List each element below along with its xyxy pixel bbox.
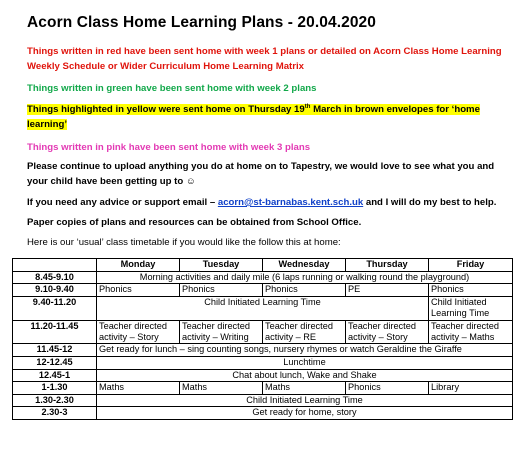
- yellow-note-part1: Things highlighted in yellow were sent home on Thursday 19: [27, 104, 305, 115]
- wednesday-cell: Maths: [263, 382, 346, 395]
- activity-cell: Morning activities and daily mile (6 laps running or walking round the playground): [97, 271, 513, 284]
- table-row: [13, 382, 513, 395]
- activity-cell: Lunchtime: [97, 357, 513, 370]
- yellow-note-part2: March in brown envelopes for ‘home learning’: [27, 104, 480, 130]
- activity-cell: Child Initiated Learning Time: [97, 394, 513, 407]
- paper-copies-note: Paper copies of plans and resources can be obtained from School Office.: [27, 217, 362, 228]
- red-note: Things written in red have been sent home with week 1 plans or detailed on Acorn Class Home Learning Weekly Schedule or Wider Curriculum Home Learning Matrix: [27, 46, 502, 72]
- yellow-note: [27, 102, 507, 132]
- wednesday-cell: Teacher directed activity – RE: [263, 320, 346, 344]
- thursday-cell: Teacher directed activity – Story: [346, 320, 429, 344]
- pink-note: Things written in pink have been sent home with week 3 plans: [27, 142, 311, 153]
- header-cell-thursday: Thursday: [346, 259, 429, 272]
- time-cell: 11.20-11.45: [13, 320, 97, 344]
- table-row: [13, 357, 513, 370]
- timetable-intro: Here is our ‘usual’ class timetable if you would like the follow this at home:: [27, 237, 341, 248]
- page-title: Acorn Class Home Learning Plans - 20.04.2020: [27, 14, 376, 31]
- support-email-link[interactable]: acorn@st-barnabas.kent.sch.uk: [217, 197, 364, 208]
- friday-cell: Phonics: [429, 284, 513, 297]
- time-cell: 8.45-9.10: [13, 271, 97, 284]
- timetable-header-row: [13, 259, 513, 272]
- advice-prefix: If you need any advice or support email –: [27, 197, 218, 208]
- advice-note: [27, 195, 507, 210]
- table-row: [13, 271, 513, 284]
- friday-cell: Child Initiated Learning Time: [429, 296, 513, 320]
- time-cell: 2.30-3: [13, 407, 97, 420]
- yellow-note-sup: th: [304, 103, 311, 110]
- time-cell: 11.45-12: [13, 344, 97, 357]
- tuesday-cell: Teacher directed activity – Writing: [180, 320, 263, 344]
- activity-cell: Get ready for home, story: [97, 407, 513, 420]
- friday-cell: Library: [429, 382, 513, 395]
- time-cell: 9.40-11.20: [13, 296, 97, 320]
- table-row: [13, 394, 513, 407]
- activity-cell: Chat about lunch, Wake and Shake: [97, 369, 513, 382]
- time-cell: 9.10-9.40: [13, 284, 97, 297]
- time-cell: 1.30-2.30: [13, 394, 97, 407]
- table-row: [13, 369, 513, 382]
- table-row: [13, 284, 513, 297]
- tapestry-note: Please continue to upload anything you do at home on to Tapestry, we would love to see what you and your child have been getting up to ☺: [27, 161, 495, 187]
- header-cell-time: [13, 259, 97, 272]
- class-timetable: [12, 258, 513, 420]
- activity-cell: Get ready for lunch – sing counting songs, nursery rhymes or watch Geraldine the Giraffe: [97, 344, 513, 357]
- header-cell-wednesday: Wednesday: [263, 259, 346, 272]
- header-cell-monday: Monday: [97, 259, 180, 272]
- header-cell-friday: Friday: [429, 259, 513, 272]
- monday-cell: Maths: [97, 382, 180, 395]
- header-cell-tuesday: Tuesday: [180, 259, 263, 272]
- thursday-cell: Phonics: [346, 382, 429, 395]
- green-note: Things written in green have been sent home with week 2 plans: [27, 83, 317, 94]
- monday-cell: Teacher directed activity – Story: [97, 320, 180, 344]
- table-row: [13, 407, 513, 420]
- tuesday-cell: Phonics: [180, 284, 263, 297]
- thursday-cell: PE: [346, 284, 429, 297]
- friday-cell: Teacher directed activity – Maths: [429, 320, 513, 344]
- time-cell: 1-1.30: [13, 382, 97, 395]
- tuesday-cell: Maths: [180, 382, 263, 395]
- advice-suffix: and I will do my best to help.: [363, 197, 497, 208]
- table-row: [13, 320, 513, 344]
- monday-cell: Phonics: [97, 284, 180, 297]
- table-row: [13, 296, 513, 320]
- time-cell: 12-12.45: [13, 357, 97, 370]
- table-row: [13, 344, 513, 357]
- wednesday-cell: Phonics: [263, 284, 346, 297]
- activity-cell: Child Initiated Learning Time: [97, 296, 429, 320]
- time-cell: 12.45-1: [13, 369, 97, 382]
